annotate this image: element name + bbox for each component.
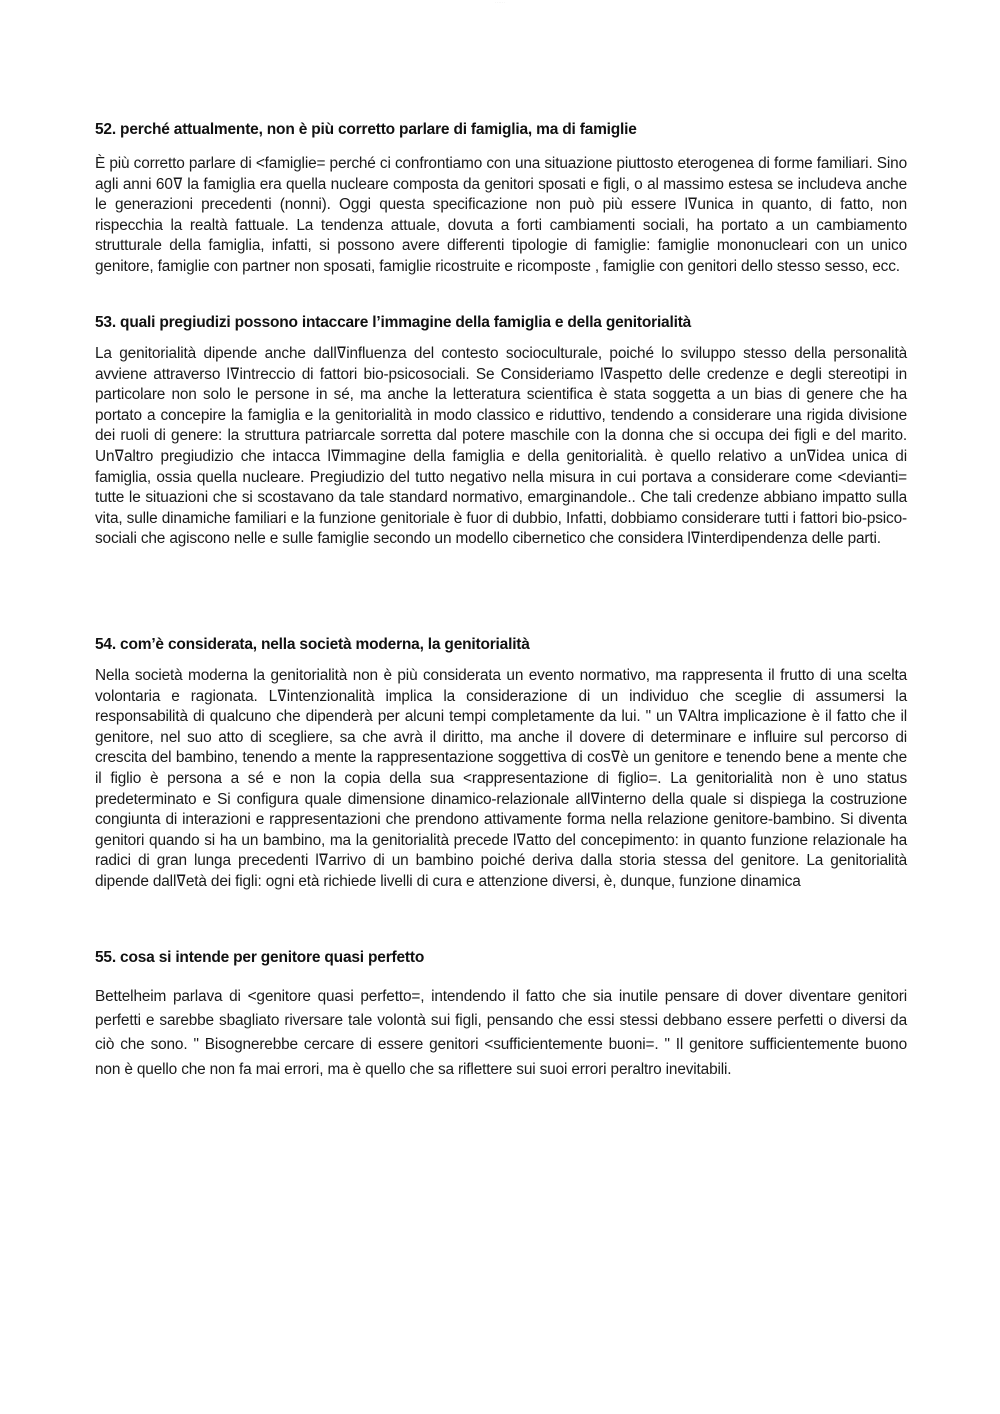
section-55 xyxy=(95,949,907,1082)
section-heading: 55. cosa si intende per genitore quasi perfetto xyxy=(95,949,425,966)
section-heading: 53. quali pregiudizi possono intaccare l’immagine della famiglia e della genitorialità xyxy=(95,314,692,331)
section-body: È più corretto parlare di <famiglie= perché ci confrontiamo con una situazione piuttosto eterogenea di forme familiari. Sino agli anni ߜ60 la famiglia era quella nucleare composta da genitori sposati e figli, o al massimo estesa se includeva anche le generazioni precedenti (nonni). Oggi questa specificazione non può più essere lߜunica in quanto, di fatto, non rispecchia la realtà fattuale. La tendenza attuale, dovuta a forti cambiamenti sociali, ha portato a un cambiamento strutturale della famiglia, infatti, si possono avere differenti tipologie di famiglie: famiglie mononucleari con un unico genitore, famiglie con partner non sposati, famiglie ricostruite e ricomposte , famiglie con genitori dello stesso sesso, ecc. xyxy=(95,155,908,275)
section-heading: 52. perché attualmente, non è più corretto parlare di famiglia, ma di famiglie xyxy=(95,121,637,138)
section-54 xyxy=(95,636,907,893)
section-body: Bettelheim parlava di <genitore quasi perfetto=, intendendo il fatto che sia inutile pensare di dover diventare genitori perfetti e sarebbe sbagliato riversare tale volontà sui figli, pensando che essi stessi debbano essere perfetti o diversi da ciò che sono. " Bisognerebbe cercare di essere genitori <sufficientemente buoni=. " Il genitore sufficientemente buono non è quello che non fa mai errori, ma è quello che sa riflettere sui suoi errori peraltro inevitabili. xyxy=(95,988,907,1078)
header-mark: · · · · · · xyxy=(494,0,506,4)
section-52 xyxy=(95,121,907,278)
section-heading: 54. com’è considerata, nella società moderna, la genitorialità xyxy=(95,636,530,653)
section-53 xyxy=(95,314,907,550)
section-body: La genitorialità dipende anche dallߜinfluenza del contesto socioculturale, poiché lo sviluppo stesso della personalità avviene attraverso lߜintreccio di fattori bio-psicosociali. Se Consideriamo lߜaspetto delle credenze e degli stereotipi in particolare non solo le persone in sé, ma anche la letteratura scientifica è stata soggetta a un bias di genere che ha portato a concepire la famiglia e la genitorialità in modo classico e riduttivo, tendendo a considerare una rigida divisione dei ruoli di genere: la struttura patriarcale sorretta dal potere maschile con la donna che si occupa dei figli e del marito. Unߜaltro pregiudizio che intacca lߜimmagine della famiglia e della genitorialità. è quello relativo a unߜidea unica di famiglia, ossia quella nucleare. Pregiudizio del tutto negativo nella misura in cui portava a considerare come <devianti= tutte le situazioni che si scostavano da tale standard normativo, emarginandole.. Che tali credenze abbiano impatto sulla vita, sulle dinamiche familiari e la funzione genitoriale è fuor di dubbio, Infatti, dobbiamo considerare tutti i fattori bio-psico-sociali che agiscono nelle e sulle famiglie secondo un modello cibernetico che considera lߜinterdipendenza delle parti. xyxy=(95,345,907,548)
section-body: Nella società moderna la genitorialità non è più considerata un evento normativo, ma rappresenta il frutto di una scelta volontaria e ragionata. Lߜintenzionalità implica la considerazione di un individuo che sceglie di assumersi la responsabilità di qualcuno che dipenderà per alcuni tempi completamente da lui. " un ߜAltra implicazione è il fatto che il genitore, nel suo atto di scegliere, sa che avrà il diritto, ma anche il dovere di determinare e influire sul percorso di crescita del bambino, tenendo a mente la rappresentazione soggettiva di cosߜè un genitore e tenendo bene a mente che il figlio è persona a sé e non la copia della sua <rappresentazione di figlio=. La genitorialità non è uno status predeterminato e Si configura quale dimensione dinamico-relazionale allߜinterno della quale si dispiega la costruzione congiunta di interazioni e rappresentazioni che prendono attivamente forma nella relazione genitore-bambino. Si diventa genitori quando si ha un bambino, ma la genitorialità precede lߜatto del concepimento: in quanto funzione relazionale ha radici di gran lunga precedenti lߜarrivo di un bambino poiché deriva dalla storia stessa del genitore. La genitorialità dipende dallߜetà dei figli: ogni età richiede livelli di cura e attenzione diversi, è, dunque, funzione dinamica xyxy=(95,667,907,890)
